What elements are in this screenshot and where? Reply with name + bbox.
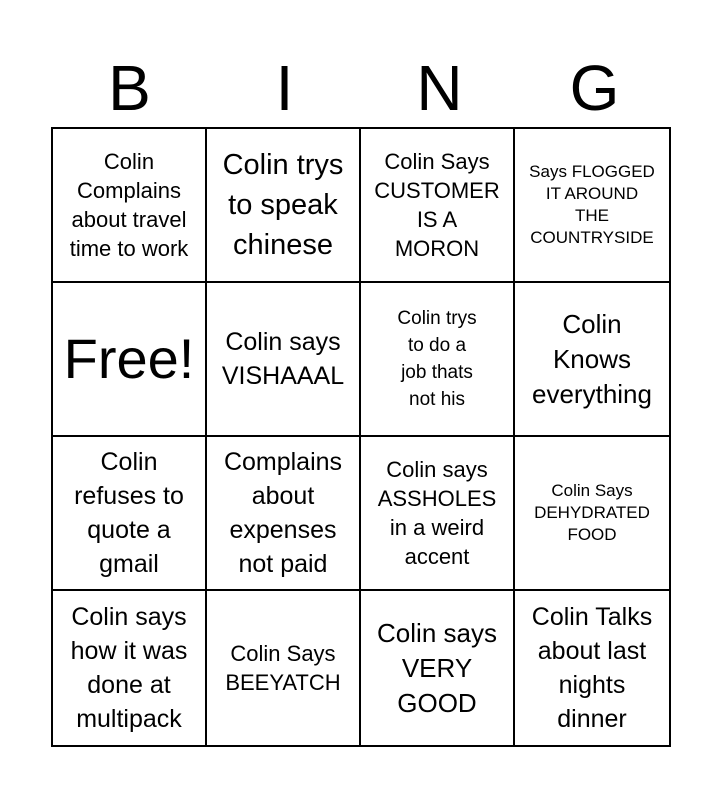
bingo-cell-4-4[interactable] bbox=[515, 591, 669, 745]
header-letter-i: I bbox=[275, 52, 294, 124]
cell-text: Colin Says BEEYATCH bbox=[225, 641, 341, 695]
bingo-header bbox=[52, 52, 672, 124]
bingo-cell-4-1[interactable] bbox=[53, 591, 207, 745]
cell-text: Says FLOGGED IT AROUND THE COUNTRYSIDE bbox=[529, 162, 655, 247]
cell-text: Complains about expenses not paid bbox=[223, 448, 343, 578]
cell-text: Colin says how it was done at multipack bbox=[70, 603, 188, 733]
free-space-text: Free! bbox=[63, 327, 195, 390]
bingo-cell-3-4[interactable] bbox=[515, 437, 669, 591]
bingo-cell-2-2[interactable] bbox=[207, 283, 361, 437]
bingo-cell-1-1[interactable] bbox=[53, 129, 207, 283]
bingo-cell-2-3[interactable] bbox=[361, 283, 515, 437]
cell-text: Colin Says DEHYDRATED FOOD bbox=[534, 481, 650, 544]
cell-text: Colin trys to speak chinese bbox=[222, 149, 344, 261]
bingo-cell-3-1[interactable] bbox=[53, 437, 207, 591]
cell-text: Colin Talks about last nights dinner bbox=[531, 603, 653, 733]
cell-text: Colin Says CUSTOMER IS A MORON bbox=[374, 149, 500, 261]
bingo-cell-3-3[interactable] bbox=[361, 437, 515, 591]
header-letter-n: N bbox=[416, 52, 463, 124]
cell-text: Colin Complains about travel time to work bbox=[69, 149, 189, 261]
bingo-cell-4-3[interactable] bbox=[361, 591, 515, 745]
cell-text: Colin refuses to quote a gmail bbox=[74, 448, 184, 578]
header-letter-b: B bbox=[108, 52, 151, 124]
cell-text: Colin says VERY GOOD bbox=[377, 617, 497, 718]
bingo-cell-free[interactable] bbox=[53, 283, 207, 437]
bingo-cell-1-2[interactable] bbox=[207, 129, 361, 283]
bingo-cell-4-2[interactable] bbox=[207, 591, 361, 745]
bingo-cell-1-3[interactable] bbox=[361, 129, 515, 283]
cell-text: Colin says ASSHOLES in a weird accent bbox=[377, 457, 497, 569]
bingo-cell-3-2[interactable] bbox=[207, 437, 361, 591]
bingo-grid bbox=[51, 127, 671, 747]
header-letter-g: G bbox=[569, 52, 620, 124]
cell-text: Colin says VISHAAAL bbox=[221, 328, 345, 390]
bingo-cell-2-4[interactable] bbox=[515, 283, 669, 437]
cell-text: Colin Knows everything bbox=[532, 308, 652, 409]
cell-text: Colin trys to do a job thats not his bbox=[397, 308, 477, 410]
bingo-cell-1-4[interactable] bbox=[515, 129, 669, 283]
